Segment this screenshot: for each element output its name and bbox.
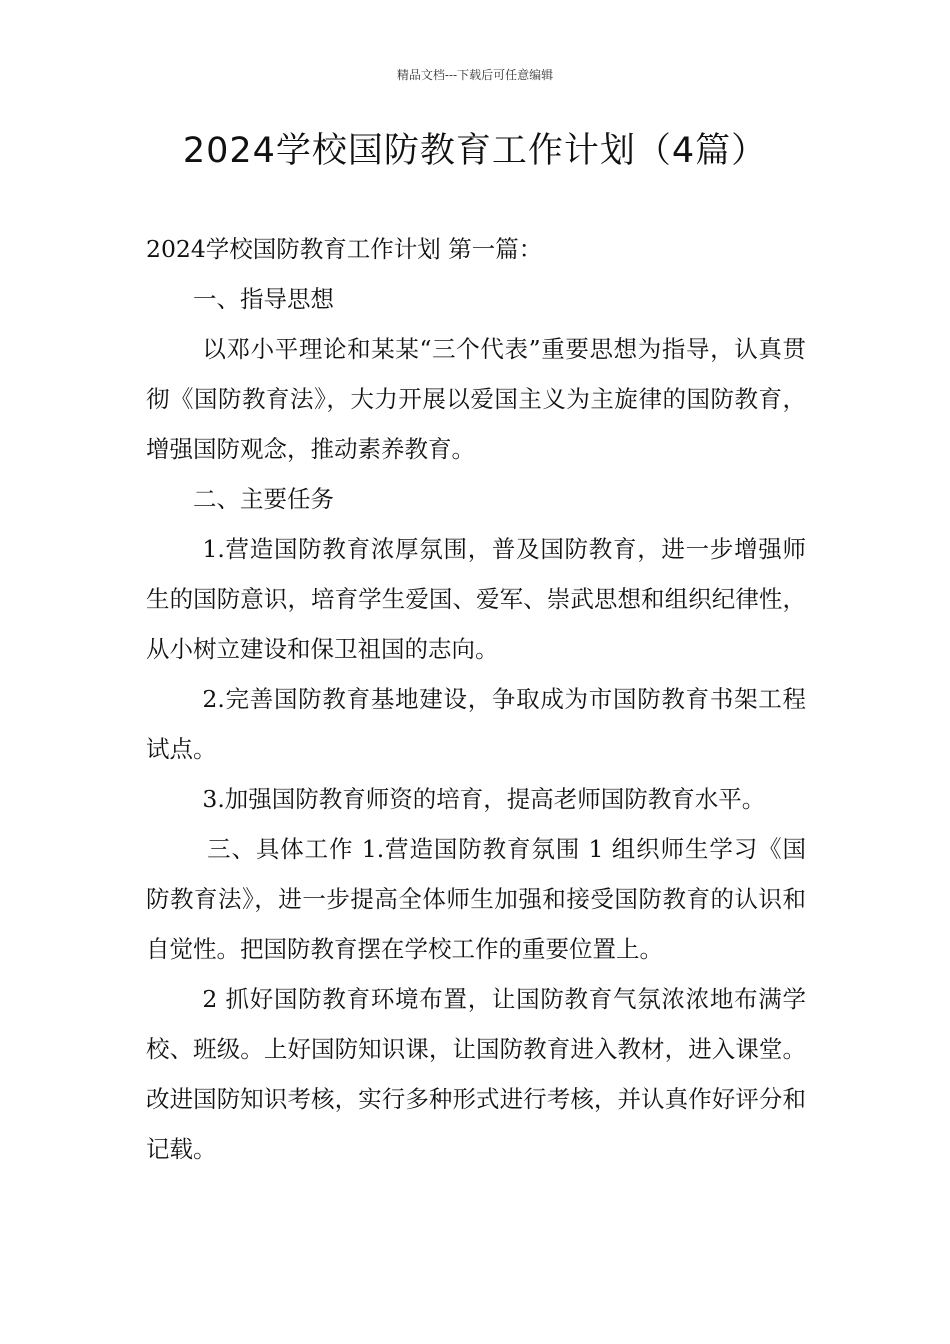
document-body (146, 224, 806, 1174)
paragraph: 2.完善国防教育基地建设，争取成为市国防教育书架工程试点。 (146, 685, 806, 763)
section-heading: 2024学校国防教育工作计划 第一篇： (146, 235, 543, 263)
paragraph: 3.加强国防教育师资的培育，提高老师国防教育水平。 (202, 785, 766, 813)
subheading-guiding-ideology: 一、指导思想 (193, 285, 334, 313)
paragraph: 1.营造国防教育浓厚氛围，普及国防教育，进一步增强师生的国防意识，培育学生爱国、爱军、崇武思想和组织纪律性，从小树立建设和保卫祖国的志向。 (146, 535, 806, 663)
document-title: 2024学校国防教育工作计划（4篇） (182, 131, 768, 171)
paragraph: 三、具体工作 1.营造国防教育氛围 1 组织师生学习《国防教育法》，进一步提高全体师生加强和接受国防教育的认识和自觉性。把国防教育摆在学校工作的重要位置上。 (146, 835, 806, 963)
paragraph: 2 抓好国防教育环境布置，让国防教育气氛浓浓地布满学校、班级。上好国防知识课，让国防教育进入教材，进入课堂。改进国防知识考核，实行多种形式进行考核，并认真作好评分和记载。 (146, 985, 806, 1163)
subheading-main-tasks: 二、主要任务 (193, 485, 334, 513)
paragraph: 以邓小平理论和某某“三个代表”重要思想为指导，认真贯彻《国防教育法》，大力开展以爱国主义为主旋律的国防教育，增强国防观念，推动素养教育。 (146, 335, 806, 463)
header-note: 精品文档---下载后可任意编辑 (396, 68, 554, 82)
